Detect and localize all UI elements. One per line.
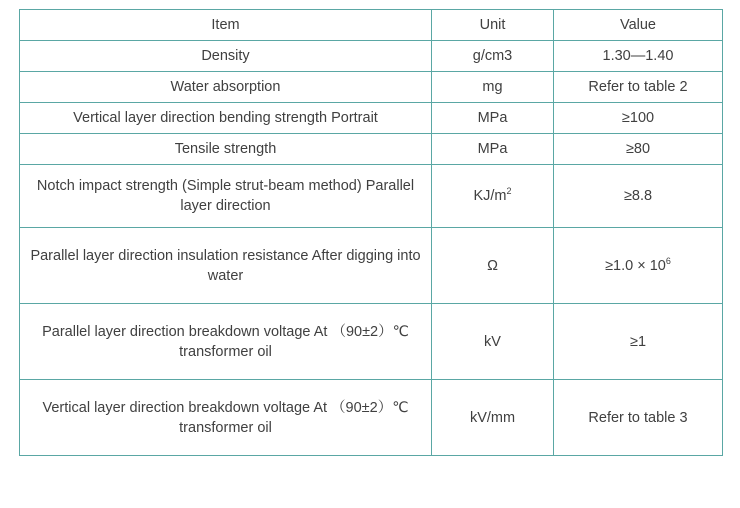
value-cell: ≥80 bbox=[554, 134, 723, 165]
table-row bbox=[20, 228, 723, 304]
unit-cell: g/cm3 bbox=[432, 41, 554, 72]
properties-table bbox=[19, 9, 723, 456]
item-cell: Tensile strength bbox=[20, 134, 432, 165]
unit-cell bbox=[432, 165, 554, 228]
unit-cell: MPa bbox=[432, 103, 554, 134]
value-cell: ≥1 bbox=[554, 304, 723, 380]
item-cell: Water absorption bbox=[20, 72, 432, 103]
table-row bbox=[20, 165, 723, 228]
value-cell bbox=[554, 228, 723, 304]
unit-cell: kV/mm bbox=[432, 380, 554, 456]
item-cell: Density bbox=[20, 41, 432, 72]
value-cell: Refer to table 3 bbox=[554, 380, 723, 456]
value-base: ≥1.0 × 10 bbox=[605, 257, 666, 274]
header-item: Item bbox=[20, 10, 432, 41]
table-row bbox=[20, 304, 723, 380]
table-row bbox=[20, 380, 723, 456]
table-row bbox=[20, 72, 723, 103]
unit-superscript: 2 bbox=[506, 186, 512, 196]
value-cell: Refer to table 2 bbox=[554, 72, 723, 103]
item-cell: Vertical layer direction breakdown voltage At （90±2）℃ transformer oil bbox=[20, 380, 432, 456]
item-cell: Vertical layer direction bending strength Portrait bbox=[20, 103, 432, 134]
unit-cell: mg bbox=[432, 72, 554, 103]
table-header-row bbox=[20, 10, 723, 41]
header-unit: Unit bbox=[432, 10, 554, 41]
unit-base: KJ/m bbox=[473, 188, 507, 204]
table-row bbox=[20, 103, 723, 134]
value-superscript: 6 bbox=[665, 255, 671, 266]
item-cell: Parallel layer direction breakdown voltage At （90±2）℃ transformer oil bbox=[20, 304, 432, 380]
unit-cell: Ω bbox=[432, 228, 554, 304]
table-row bbox=[20, 41, 723, 72]
value-cell: 1.30—1.40 bbox=[554, 41, 723, 72]
item-cell: Notch impact strength (Simple strut-beam method) Parallel layer direction bbox=[20, 165, 432, 228]
unit-cell: MPa bbox=[432, 134, 554, 165]
header-value: Value bbox=[554, 10, 723, 41]
value-cell: ≥100 bbox=[554, 103, 723, 134]
unit-cell: kV bbox=[432, 304, 554, 380]
value-cell: ≥8.8 bbox=[554, 165, 723, 228]
table-row bbox=[20, 134, 723, 165]
item-cell: Parallel layer direction insulation resistance After digging into water bbox=[20, 228, 432, 304]
